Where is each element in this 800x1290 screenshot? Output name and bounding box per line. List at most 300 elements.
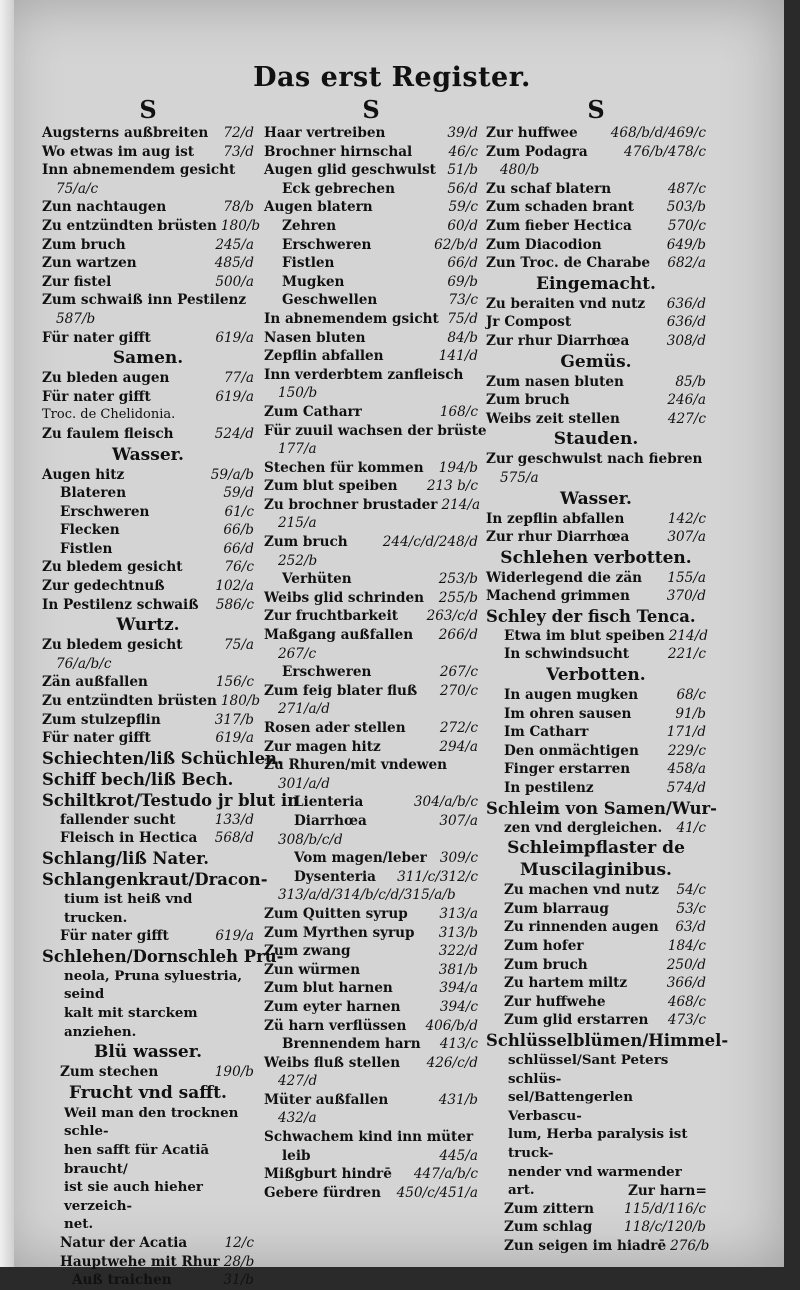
register-entry [42,198,254,217]
entry-page-ref: 53/c [676,900,706,917]
entry-page-ref: 304/a/b/c [413,794,478,811]
entry-page-ref: 180/b [220,217,261,234]
entry-page-ref: 142/c [667,510,706,527]
entry-page-ref: 313/b [438,924,478,941]
entry-term: Wo etwas im aug ist [42,143,195,160]
entry-term: Augen glid geschwulst [264,162,436,179]
register-entry [264,1054,478,1073]
register-entry [486,1237,710,1256]
entry-term: Zu bleden augen [42,370,170,387]
entry-page-ref: 51/b [447,162,478,179]
register-entry [264,570,478,589]
entry-term: Fleisch in Hectica [60,830,198,847]
register-entry [42,636,254,655]
entry-page-ref: 636/d [666,295,706,312]
register-entry [486,143,706,162]
register-entry [264,254,478,273]
entry-term: Nasen bluten [264,329,366,346]
entry-term: Auß traichen [72,1272,172,1289]
register-entry [486,587,706,606]
register-entry [264,477,478,496]
register-entry [486,180,706,199]
entry-page-ref: 59/a/b [210,466,254,483]
entry-term: Zü harn verflüssen [264,1017,407,1034]
register-entry [264,756,478,775]
register-entry [42,329,254,348]
register-entry [486,819,706,838]
section-heading: Blü wasser. [93,1042,203,1063]
entry-term: Zum Catharr [264,403,362,420]
register-entry [264,180,478,199]
entry-page-ref: 619/a [215,388,254,405]
entry-page-ref: 39/d [447,125,478,141]
register-entry [486,705,706,724]
main-headword: Schiltkrot/Testudo jr blut in [42,790,300,810]
headword-description: sel/Battengerlen Verbascu- [508,1089,633,1124]
entry-term: Zu bledem gesicht [42,637,183,654]
register-entry [42,388,254,407]
entry-term: In augen mugken [504,687,639,704]
register-entry [264,1147,478,1166]
entry-term: Zum bruch [42,236,126,253]
entry-page-ref: 311/c/312/c [397,868,478,885]
register-entry [264,217,478,236]
entry-term: Zu schaf blatern [486,180,612,197]
entry-page-ref: 366/d [666,975,706,992]
register-entry [42,466,254,485]
section-heading: Eingemacht. [536,273,656,294]
register-entry [42,673,254,692]
register-entry [264,626,478,645]
register-entry [486,373,706,392]
main-headword: Schlehen/Dornschleh Pru- [42,946,284,966]
entry-term: Zum stulzepflin [42,711,161,728]
entry-term: Zum feig blater fluß [264,682,418,699]
register-entry [486,332,706,351]
register-entry [42,1271,254,1290]
entry-page-ref: 75/a [224,637,254,654]
entry-page-ref: 62/b/d [434,236,478,253]
register-entry [486,391,706,410]
entry-term: Mißgburt hindrē [264,1166,392,1183]
entry-page-ref: 682/a [667,255,706,272]
register-entry [264,236,478,255]
entry-continuation: 271/a/d [278,701,330,718]
page-gutter [0,0,14,1267]
entry-page-ref: 476/b/478/c [624,143,706,160]
register-entry [42,217,261,236]
headword-description: net. [64,1216,94,1233]
register-entry [42,1253,254,1272]
entry-page-ref: 77/a [224,370,254,387]
main-headword: Schlang/liß Nater. [42,849,209,868]
entry-page-ref: 214/d [668,627,708,644]
headword-description: hen safft für Acatiā braucht/ [64,1141,210,1177]
entry-page-ref: 427/c [667,410,706,427]
entry-term: Für nater gifft [60,928,169,945]
entry-page-ref: 156/c [215,674,254,691]
entry-continuation: 432/a [278,1110,317,1127]
entry-page-ref: 168/c [439,403,478,420]
entry-page-ref: 458/a [667,761,706,778]
entry-continuation: 76/a/b/c [56,655,112,672]
register-entry [42,254,254,273]
section-heading: Frucht vnd safft. [69,1082,227,1103]
entry-page-ref: 450/c/451/a [396,1184,478,1201]
entry-term: Lienteria [294,794,364,811]
entry-page-ref: 102/a [215,578,254,595]
entry-term: Zum zittern [504,1200,595,1217]
entry-term: Zum Diacodion [486,236,602,253]
register-entry [42,829,254,848]
entry-page-ref: 370/d [666,588,706,605]
entry-term: Mugken [282,273,345,290]
entry-term: Brennendem harn [282,1036,421,1053]
entry-term: Zu entzündten brüsten [42,693,217,710]
entry-term: Maßgang außfallen [264,627,414,644]
entry-page-ref: 267/c [439,664,478,681]
register-entry [264,589,478,608]
entry-page-ref: 190/b [214,1064,254,1081]
entry-page-ref: 619/a [215,928,254,945]
entry-term: Für nater gifft [42,329,151,346]
entry-page-ref: 307/a [667,529,706,546]
entry-continuation: 587/b [56,310,96,327]
entry-page-ref: 570/c [667,217,706,234]
section-heading: Muscilaginibus. [520,860,672,881]
entry-page-ref: 171/d [666,724,706,741]
register-entry [264,1035,478,1054]
register-entry [486,993,706,1012]
entry-page-ref: 313/a [439,905,478,922]
entry-term: fallender sucht [60,811,176,828]
entry-page-ref: 118/c/120/b [624,1219,706,1236]
entry-term: Zur gedechtnuß [42,578,165,595]
entry-term: Zum schwaiß inn Pestilenz [42,292,247,309]
entry-page-ref: 524/d [214,425,254,442]
entry-continuation: 301/a/d [278,775,330,792]
entry-term: zen vnd dergleichen. [504,819,663,836]
section-heading: Wasser. [112,444,184,465]
entry-term: Erschweren [60,503,150,520]
entry-page-ref: 270/c [439,682,478,699]
page-title: Das erst Register. [253,62,531,93]
register-entry [42,236,254,255]
entry-page-ref: 317/b [214,711,254,728]
entry-page-ref: 73/c [448,292,478,309]
entry-term: Für nater gifft [42,730,151,747]
entry-term: Weibs zeit stellen [486,410,620,427]
register-entry [264,403,478,422]
entry-term: Zur huffwehe [504,993,606,1010]
catchword: Zur harn= [628,1183,707,1199]
column-letter: S [362,95,380,124]
entry-term: Hauptwehe mit Rhur [60,1253,220,1270]
entry-page-ref: 66/d [223,540,254,557]
register-entry [42,540,254,559]
headword-description: neola, Pruna syluestria, seind [64,967,243,1003]
entry-term: Zum blut harnen [264,980,393,997]
register-entry [486,900,706,919]
register-entry [486,742,706,761]
register-entry [486,1011,706,1030]
entry-term: Für zuuil wachsen der brüste [264,422,487,439]
entry-term: Zu rinnenden augen [504,919,659,936]
entry-term: Etwa im blut speiben [504,627,665,644]
register-entry [486,723,706,742]
register-entry [264,942,478,961]
register-entry [42,729,254,748]
register-entry [264,663,478,682]
entry-page-ref: 574/d [666,780,706,797]
register-entry [264,719,478,738]
entry-page-ref: 649/b [666,236,706,253]
entry-page-ref: 66/b [223,522,254,539]
entry-page-ref: 253/b [438,571,478,588]
register-entry [264,329,478,348]
entry-page-ref: 468/c [667,993,706,1010]
register-entry [264,1165,478,1184]
entry-term: Zum nasen bluten [486,373,624,390]
entry-continuation: 480/b [500,162,540,179]
entry-continuation: 267/c [278,645,317,662]
register-entry [264,124,478,143]
entry-page-ref: 276/b [670,1237,710,1254]
entry-term: Zu faulem fleisch [42,425,174,442]
main-headword: Schleim von Samen/Wur- [486,798,717,818]
entry-page-ref: 322/d [438,943,478,960]
entry-continuation: 313/a/d/314/b/c/d/315/a/b [278,887,456,904]
register-entry [264,1091,478,1110]
column-letter: S [139,95,157,124]
entry-term: Zur huffwee [486,125,578,141]
entry-page-ref: 221/c [667,646,706,663]
register-entry [264,682,478,701]
entry-page-ref: 485/d [214,255,254,272]
register-entry [264,924,478,943]
entry-page-ref: 431/b [438,1091,478,1108]
entry-term: In pestilenz [504,780,594,797]
main-headword: Schlüsselblümen/Himmel- [486,1030,729,1050]
entry-term: Zum Myrthen syrup [264,924,415,941]
entry-term: Machend grimmen [486,588,630,605]
entry-term: Zur geschwulst nach fiebren [486,451,703,468]
entry-continuation: 75/a/c [56,180,99,197]
register-entry [486,760,706,779]
entry-term: Finger erstarren [504,761,631,778]
entry-term: Stechen für kommen [264,459,424,476]
entry-term: Zum bruch [486,392,570,409]
register-entry [486,881,706,900]
entry-page-ref: 413/c [439,1036,478,1053]
entry-term: Zepflin abfallen [264,348,384,365]
entry-page-ref: 41/c [676,819,706,836]
register-entry [486,1218,706,1237]
entry-page-ref: 447/a/b/c [413,1166,478,1183]
register-entry [264,1128,478,1147]
headword-description: ist sie auch hieher verzeich- [64,1179,203,1214]
register-entry [264,793,478,812]
entry-page-ref: 244/c/d/248/d [382,534,478,551]
register-entry [486,236,706,255]
entry-page-ref: 213 b/c [426,478,478,495]
register-entry [264,496,481,515]
entry-term: Zum Quitten syrup [264,905,408,922]
entry-page-ref: 255/b [438,589,478,606]
entry-term: Den onmächtigen [504,742,639,759]
entry-page-ref: 636/d [666,314,706,331]
register-entry [264,868,478,887]
headword-description: Weil man den trocknen schle- [64,1104,239,1140]
register-entry [486,686,706,705]
entry-page-ref: 28/b [223,1253,255,1270]
section-heading: Wurtz. [116,615,180,636]
entry-term: Zun seigen im hiadrē [504,1237,667,1254]
entry-page-ref: 141/d [438,348,478,365]
register-entry [264,161,478,180]
register-entry [486,528,706,547]
register-entry [486,510,706,529]
entry-term: Zun würmen [264,961,361,978]
entry-term: Zur rhur Diarrhœa [486,529,630,546]
main-headword: Schley der fisch Tenca. [486,606,696,626]
entry-page-ref: 56/d [447,180,478,197]
entry-term: Zur fistel [42,273,112,290]
entry-page-ref: 180/b [220,693,261,710]
register-entry [42,143,254,162]
entry-term: Zur rhur Diarrhœa [486,332,630,349]
entry-term: Jr Compost [486,314,572,331]
register-entry [264,273,478,292]
entry-term: Zum schlag [504,1219,593,1236]
entry-term: Rosen ader stellen [264,720,406,736]
register-entry [264,459,478,478]
entry-term: Verhüten [282,571,352,588]
entry-page-ref: 426/c/d [426,1054,478,1071]
entry-term: Zum blarraug [504,900,609,917]
entry-continuation: 252/b [278,552,318,569]
entry-term: Zun wartzen [42,255,137,272]
entry-page-ref: 619/a [215,730,254,747]
register-entry [42,291,254,310]
main-headword: Schiechten/liß Schüchlen. [42,748,283,768]
register-entry [264,812,478,831]
entry-term: leib [282,1147,311,1164]
entry-continuation: 177/a [278,441,317,458]
section-heading: Gemüs. [560,351,632,372]
section-heading: Samen. [112,348,184,369]
entry-term: Diarrhœa [294,812,367,829]
entry-page-ref: 194/b [438,459,478,476]
section-heading: Wasser. [560,488,632,509]
register-entry [264,347,478,366]
entry-term: Zun Troc. de Charabe [486,255,651,272]
entry-term: Im Catharr [504,724,589,741]
entry-term: Blateren [60,485,127,502]
entry-page-ref: 586/c [215,596,254,613]
entry-page-ref: 619/a [215,329,254,346]
register-entry [264,849,478,868]
register-entry [42,596,254,615]
register-entry [42,406,254,425]
entry-page-ref: 184/c [667,938,706,954]
entry-continuation: 150/b [278,385,318,402]
entry-term: Weibs fluß stellen [264,1054,401,1071]
entry-page-ref: 54/c [676,882,706,899]
register-entry [264,366,478,385]
entry-page-ref: 69/b [447,273,478,290]
entry-page-ref: 394/a [439,980,478,997]
headword-description: schlüssel/Sant Peters schlüs- [508,1051,669,1087]
entry-page-ref: 75/d [447,310,478,327]
entry-page-ref: 133/d [214,811,254,828]
register-entry [486,295,706,314]
entry-term: In zepflin abfallen [486,510,625,527]
register-entry [264,979,478,998]
register-entry [42,692,261,711]
register-entry [42,273,254,292]
register-column-3 [486,95,729,1256]
entry-term: Müter außfallen [264,1091,389,1108]
register-entry [42,558,254,577]
section-heading: Verbotten. [546,665,646,686]
entry-term: Zu bledem gesicht [42,559,183,576]
entry-page-ref: 307/a [439,812,478,829]
entry-term: Zum glid erstarren [504,1012,649,1029]
entry-term: Augen blatern [264,199,373,216]
register-entry [42,161,254,180]
entry-term: Zum fieber Hectica [486,217,632,234]
register-entry [264,905,478,924]
entry-term: Fistlen [60,540,113,557]
entry-page-ref: 84/b [447,329,478,346]
entry-continuation: 575/a [500,469,539,486]
entry-page-ref: 406/b/d [425,1017,478,1034]
register-entry [264,310,478,329]
entry-term: Zum stechen [60,1064,159,1081]
entry-page-ref: 568/d [214,830,254,847]
register-entry [42,811,254,830]
main-headword: Schiff bech/liß Bech. [42,769,234,789]
column-letter: S [587,95,605,124]
register-entry [486,937,706,956]
entry-continuation: 427/d [278,1073,318,1090]
entry-term: Widerlegend die zän [486,569,643,586]
register-entry [42,1063,254,1082]
entry-page-ref: 31/b [223,1272,254,1289]
register-entry [42,503,254,522]
entry-page-ref: 263/c/d [426,608,478,625]
entry-term: In abnemendem gsicht [264,310,439,327]
entry-term: Zu Rhuren/mit vndewen [264,757,447,774]
section-heading: Schleimpflaster de [507,838,685,859]
register-entry [486,918,706,937]
entry-term: Eck gebrechen [282,180,395,197]
entry-page-ref: 59/c [448,199,478,216]
entry-page-ref: 272/c [439,720,478,736]
headword-description: tium ist heiß vnd trucken. [64,891,193,926]
register-entry [42,484,254,503]
register-entry [486,313,706,332]
entry-continuation: 215/a [278,515,317,532]
entry-page-ref: 500/a [215,273,254,290]
register-entry [486,198,706,217]
entry-term: Im ohren sausen [504,705,632,722]
entry-term: Geschwellen [282,292,378,309]
entry-page-ref: 61/c [224,503,254,520]
entry-page-ref: 445/a [439,1147,478,1164]
section-heading: Stauden. [553,429,639,450]
